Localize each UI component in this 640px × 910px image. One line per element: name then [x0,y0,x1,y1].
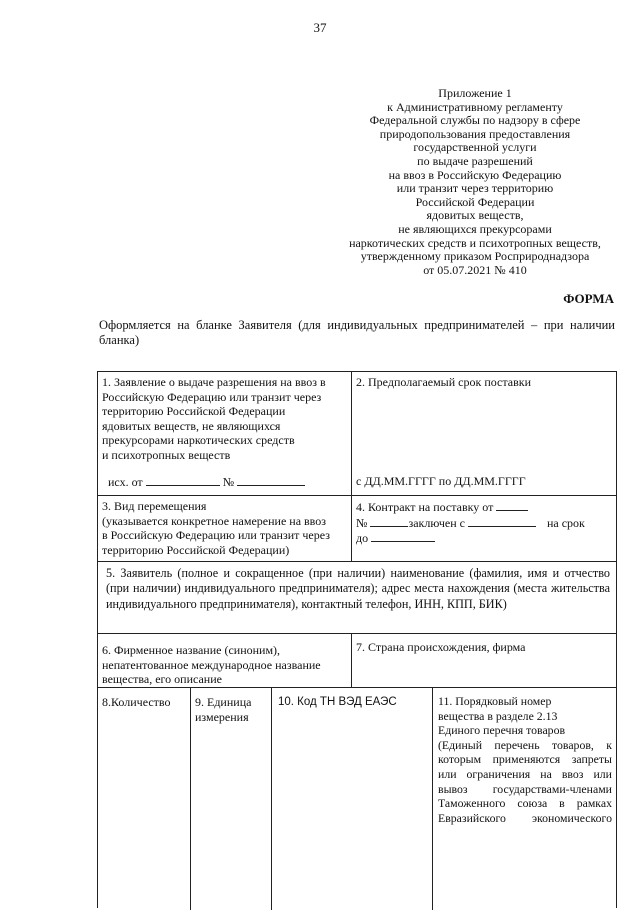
contract-number-sign: № [356,515,368,530]
outgoing-date-blank[interactable] [146,474,220,486]
appendix-line: не являющихся прекурсорами [398,221,552,236]
appendix-line: природопользования предоставления [379,126,571,141]
appendix-line: Федеральной службы по надзору в сфере [369,113,581,128]
contract-term-label: на срок [546,515,585,530]
appendix-line: ядовитых веществ, [426,208,524,223]
field-10-hs-code [271,688,432,910]
outgoing-number-blank[interactable] [237,474,305,486]
field-11-just-line [438,752,612,767]
field-1-line: ядовитых веществ, не являющихся [102,418,281,433]
word: Евразийского [438,810,506,825]
field-1-line: Российскую Федерацию или транзит через [102,389,322,404]
word: на [540,766,552,781]
field-1-application [98,372,351,495]
outgoing-ref-prefix: исх. от [108,475,143,489]
form-row-3 [98,562,616,634]
field-1-line: 1. Заявление о выдаче разрешения на ввоз в [102,375,326,389]
contract-concluded-with: заключен с [408,515,465,530]
appendix-line: к Административному регламенту [387,99,563,114]
field-6-line: вещества, его описание [102,672,222,687]
word: или [593,766,612,781]
field-7-origin-country [351,634,616,687]
field-6-line: 6. Фирменное название (синоним), [102,643,281,657]
contract-number-blank[interactable] [370,515,408,527]
field-3-line: в Российскую Федерацию или транзит через [102,528,330,543]
word: экономического [531,810,612,825]
field-8-quantity [98,688,190,910]
word: (Единый [438,737,483,752]
word: которым [438,752,482,767]
appendix-line: утвержденному приказом Росприроднадзора [360,249,590,264]
word: Таможенного [438,796,506,811]
field-9-unit [190,688,271,910]
field-3-movement-type [98,496,351,561]
field-4-contract [351,496,616,561]
word: вывоз [438,781,468,796]
contract-until-label: до [356,531,369,546]
word: применяются [492,752,561,767]
outgoing-reference [108,474,305,490]
word: государствами-членами [492,781,612,796]
appendix-line: по выдаче разрешений [417,153,533,168]
field-11-just-line [438,796,612,811]
field-1-line: прекурсорами наркотических средств [102,433,295,448]
word: рамках [576,796,612,811]
field-3-line: территорию Российской Федерации) [102,542,290,557]
word: ввоз [561,766,584,781]
field-11-just-line [438,767,612,782]
field-6-line: непатентованное международное название [102,657,321,672]
contract-line-2 [356,515,612,531]
field-8-label: 8.Количество [102,695,171,709]
application-form [97,371,617,908]
field-2-delivery-period [351,372,616,495]
field-1-line: территорию Российской Федерации [102,404,286,419]
field-11-list-number [432,688,616,910]
field-1-line: и психотропных веществ [102,447,231,462]
word: союза [517,796,548,811]
form-row-2 [98,496,616,562]
field-5-applicant: 5. Заявитель (полное и сокращенное (при наличии) наименование (фамилия, имя и отчество (при наличии) индивидуального предпринимателя); адрес места нахождения (места жительства индивидуального предпринимателя), контактный телефон, ИНН, КПП, БИК) [106,566,610,611]
appendix-header [330,87,620,277]
field-11-just-line [438,811,612,826]
word: ограничения [466,766,531,781]
field-11-just-line [438,738,612,753]
delivery-period-value: с ДД.ММ.ГГГГ по ДД.ММ.ГГГГ [356,474,526,488]
field-9-line: 9. Единица [195,695,252,709]
appendix-line: или транзит через территорию [396,181,554,196]
contract-until-blank[interactable] [371,530,435,542]
contract-date-blank[interactable] [496,499,528,511]
appendix-line: Приложение 1 [438,86,512,100]
contract-line-3 [356,530,612,546]
field-11-line: Единого перечня товаров [438,723,566,738]
letterhead-note: Оформляется на бланке Заявителя (для индивидуальных предпринимателей – при наличии бланка) [99,318,615,347]
field-10-label: 10. Код ТН ВЭД ЕАЭС [278,696,397,708]
form-row-1 [98,372,616,496]
appendix-line: на ввоз в Российскую Федерацию [388,167,562,182]
field-7-label: 7. Страна происхождения, фирма [356,640,526,654]
outgoing-number-sign: № [222,475,235,489]
form-label: ФОРМА [563,291,614,306]
field-11-line: 11. Порядковый номер [438,694,552,708]
word: в [559,796,565,811]
appendix-line: наркотических средств и психотропных веществ, [349,235,601,250]
word: или [438,766,457,781]
word: товаров, [552,737,594,752]
field-9-line: измерения [195,709,249,724]
field-4-label: 4. Контракт на поставку от [356,500,494,514]
appendix-line: от 05.07.2021 № 410 [423,262,527,277]
contract-line-1 [356,499,612,515]
form-row-4 [98,634,616,688]
form-row-5 [98,688,616,910]
field-6-substance-name [98,634,351,687]
page-number: 37 [313,20,327,35]
word: к [606,737,612,752]
appendix-line: Российской Федерации [415,194,535,209]
field-2-label: 2. Предполагаемый срок поставки [356,375,532,389]
field-11-just-line [438,782,612,797]
appendix-line: государственной услуги [413,140,537,155]
field-11-line: вещества в разделе 2.13 [438,708,558,723]
word: перечень [494,737,540,752]
field-3-line: 3. Вид перемещения [102,499,207,513]
word: запреты [571,752,612,767]
field-3-line: (указывается конкретное намерение на ввоз [102,513,327,528]
contract-party-blank[interactable] [468,515,536,527]
